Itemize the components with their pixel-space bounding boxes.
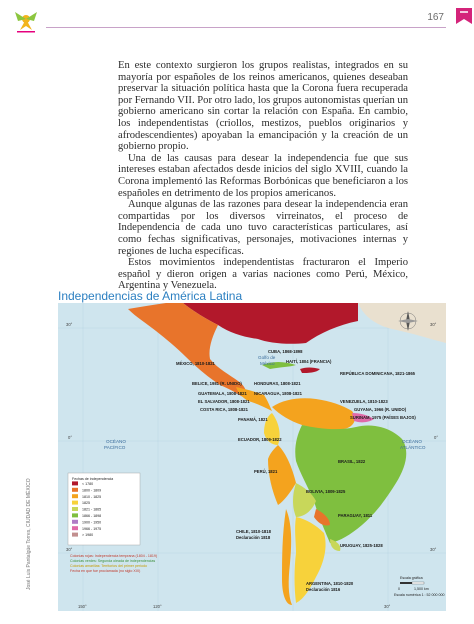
label-dominicana: REPÚBLICA DOMINICANA, 1821-1865 xyxy=(340,371,416,376)
paragraph-3: Aunque algunas de las razones para desear la independencia eran compartidas por los diversos virreinatos, el proceso de Independencia de cada uno tuvo características particulares, así como fechas significativas, personajes, motivaciones internas y regiones de lucha específicas. xyxy=(118,199,408,257)
label-honduras: HONDURAS, 1808-1821 xyxy=(254,381,301,386)
page-number: 167 xyxy=(427,12,444,23)
label-bolivia: BOLIVIA, 1809-1825 xyxy=(306,489,346,494)
legend-note-3: Colonias amarillas: Territorios del primer periodo xyxy=(70,564,148,568)
lat-30-left: 30° xyxy=(66,322,73,327)
lon-150: 150° xyxy=(78,604,87,609)
label-uruguay: URUGUAY, 1825-1828 xyxy=(340,543,383,548)
legend-item-label: 1900 - 1950 xyxy=(82,520,102,525)
lat-0-right: 0° xyxy=(434,435,439,440)
label-brasil: BRASIL, 1822 xyxy=(338,459,366,464)
legend-item-label: > 1980 xyxy=(82,533,94,538)
label-guatemala: GUATEMALA, 1808-1821 xyxy=(198,391,247,396)
map-legend xyxy=(68,473,140,545)
label-paraguay: PARAGUAY, 1811 xyxy=(338,513,373,518)
lat-0-left: 0° xyxy=(68,435,73,440)
label-salvador: EL SALVADOR, 1808-1821 xyxy=(198,399,250,404)
label-costarica: COSTA RICA, 1808-1821 xyxy=(200,407,248,412)
publisher-logo-icon xyxy=(9,8,43,34)
lat-s30-left: 30° xyxy=(66,547,73,552)
label-chile: CHILE, 1810-1818 xyxy=(236,529,271,534)
gulf-label-2: México xyxy=(260,361,275,366)
scale-ratio: Escala numérica 1 : 52 000 000 xyxy=(394,593,445,597)
label-argentina: ARGENTINA, 1810-1820 xyxy=(306,581,354,586)
legend-item-label: 1866 - 1898 xyxy=(82,514,102,518)
atlantic-label-2: ATLÁNTICO xyxy=(400,445,426,450)
pacific-label-1: OCÉANO xyxy=(106,439,126,444)
pacific-label-2: PACÍFICO xyxy=(104,445,126,450)
label-ecuador: ECUADOR, 1809-1822 xyxy=(238,437,282,442)
legend-swatch xyxy=(72,494,78,498)
scale-label: Escala gráfica xyxy=(400,576,423,580)
legend-item-label: 1800 - 1809 xyxy=(82,488,102,493)
label-mexico: MÉXICO, 1810-1821 xyxy=(176,361,215,366)
map-credit: José Luis Pantalgúe Torres, CIUDAD DE MÉXICO xyxy=(26,478,32,590)
label-peru: PERÚ, 1821 xyxy=(254,469,278,474)
legend-title: Fechas de independencia xyxy=(72,477,114,481)
legend-swatch xyxy=(72,501,78,505)
legend-swatch xyxy=(72,533,78,537)
label-nicaragua: NICARAGUA, 1808-1821 xyxy=(254,391,302,396)
corner-tab-icon xyxy=(454,6,474,26)
independence-map xyxy=(58,303,446,611)
legend-item-label: 1810 - 1825 xyxy=(82,494,102,499)
legend-item-label: 1966 - 1975 xyxy=(82,526,102,531)
label-haiti: HAITÍ, 1804 (FRANCIA) xyxy=(286,359,332,364)
label-panama: PANAMÁ, 1821 xyxy=(238,417,268,422)
legend-item-label: 1821 - 1865 xyxy=(82,507,102,512)
label-cuba: CUBA, 1868-1898 xyxy=(268,349,303,354)
label-venezuela: VENEZUELA, 1810-1823 xyxy=(340,399,388,404)
legend-item-label: 1825 xyxy=(82,501,90,506)
paragraph-1: En este contexto surgieron los grupos realistas, integrados en su mayoría por españoles de los reinos americanos, quienes deseaban preservar la situación política hasta que la Corona fuera recuperada por Fernando VII. Por otro lado, los grupos autonomistas querían un gobierno americano sin cortar la relación con España. En cambio, los independentistas (criollos, mestizos, pueblos originarios y afrodescendientes) apoyaban la emancipación y la creación de un gobierno propio. xyxy=(118,60,408,153)
legend-swatch xyxy=(72,481,78,485)
legend-swatch xyxy=(72,520,78,524)
legend-swatch xyxy=(72,513,78,517)
body-text xyxy=(118,60,408,292)
legend-note-4: Fecha en que fue proclamada (no siglo XIX) xyxy=(70,569,141,573)
legend-swatch xyxy=(72,488,78,492)
lat-30-right: 30° xyxy=(430,322,437,327)
map-title: Independencias de América Latina xyxy=(58,289,243,303)
paragraph-4: Estos movimientos independentistas fracturaron el Imperio español y dieron origen a varias naciones como Perú, México, Argentina y Venezuela. xyxy=(118,257,408,292)
label-surinam: SURINAM, 1975 (PAÍSES BAJOS) xyxy=(350,415,416,420)
gulf-label-1: Golfo de xyxy=(258,355,276,360)
atlantic-label-1: OCÉANO xyxy=(402,439,422,444)
legend-note-2: Colonias verdes: Segunda oleada de independencias xyxy=(70,559,156,563)
header-rule xyxy=(46,27,446,28)
lon-30: 30° xyxy=(384,604,391,609)
legend-swatch xyxy=(72,507,78,511)
scale-min: 0 xyxy=(398,587,400,591)
lat-s30-right: 30° xyxy=(430,547,437,552)
legend-item-label: < 1780 xyxy=(82,482,94,486)
legend-swatch xyxy=(72,526,78,530)
label-chile-decl: Declaración 1818 xyxy=(236,535,271,540)
label-guyana: GUYANA, 1966 (R. UNIDO) xyxy=(354,407,407,412)
label-argentina-decl: Declaración 1816 xyxy=(306,587,341,592)
lon-120: 120° xyxy=(153,604,162,609)
label-belice: BELICE, 1981 (R. UNIDO) xyxy=(192,381,242,386)
paragraph-2: Una de las causas para desear la independencia fue que sus intereses estaban afectados desde inicios del siglo XVIII, cuando la Corona implementó las Reformas Borbónicas que beneficiaron a los españoles en detrimento de los propios americanos. xyxy=(118,152,408,199)
legend-note-1: Colonias rojas: Independencia temprana (1804 - 1819) xyxy=(70,554,158,558)
scale-max: 1,500 km xyxy=(414,587,429,591)
